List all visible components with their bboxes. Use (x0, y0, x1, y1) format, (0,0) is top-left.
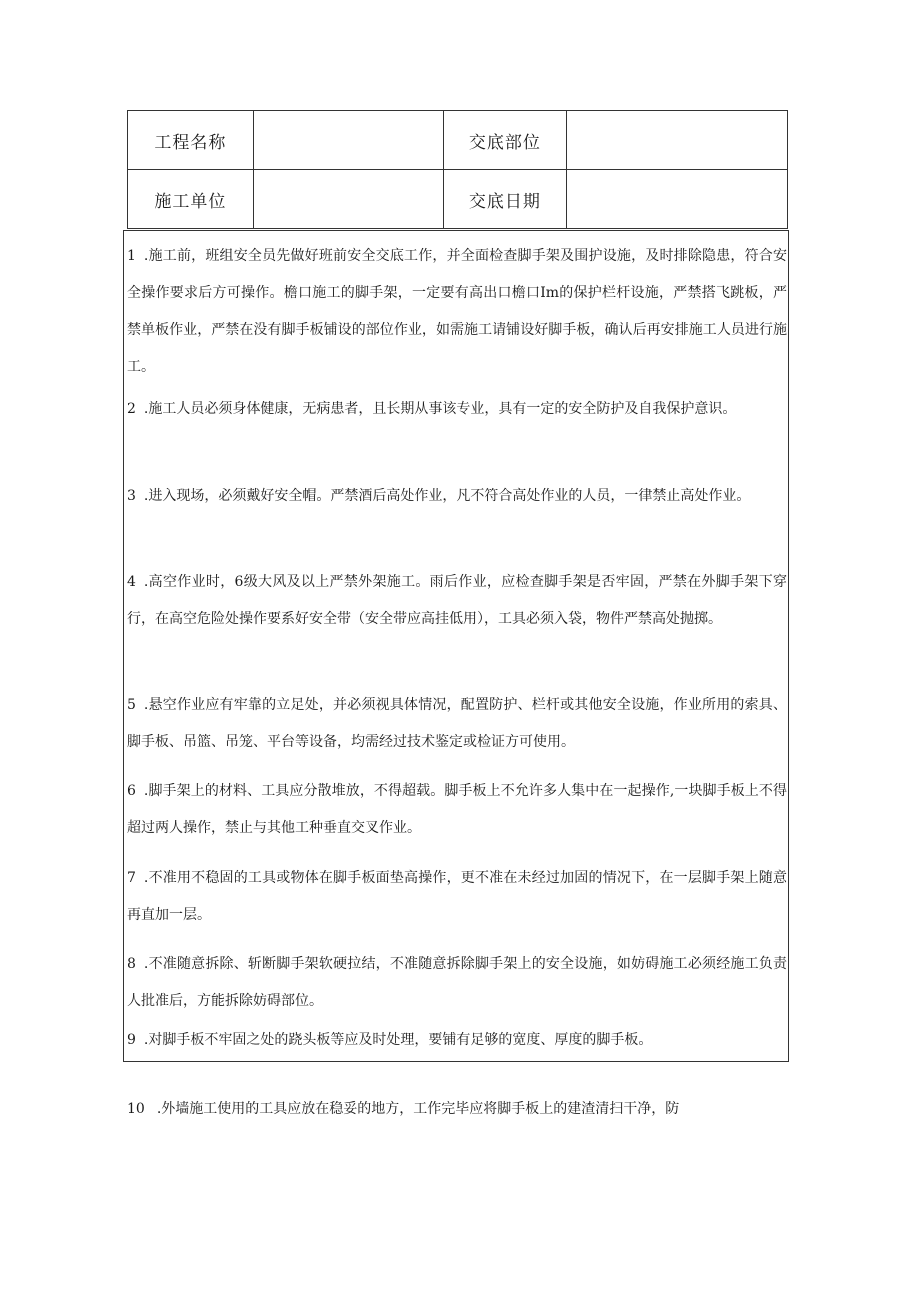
construction-unit-label: 施工单位 (128, 170, 254, 229)
item-text: .外墙施工使用的工具应放在稳妥的地方，工作完毕应将脚手板上的建渣清扫干净，防 (156, 1101, 680, 1117)
list-item (127, 1022, 787, 1059)
item-number: 8 (127, 956, 136, 972)
item-number: 9 (127, 1032, 136, 1048)
construction-unit-value (253, 170, 443, 229)
list-item (127, 564, 787, 638)
header-table (127, 110, 788, 229)
list-item (127, 687, 787, 761)
item-text: .不准随意拆除、斩断脚手架软硬拉结，不准随意拆除脚手架上的安全设施，如妨碍施工必须经施工负责人批准后，方能拆除妨碍部位。 (127, 956, 787, 1009)
item-number: 10 (127, 1101, 145, 1117)
list-item (127, 773, 787, 847)
header-row (128, 111, 788, 170)
item-number: 2 (127, 401, 136, 417)
handover-location-value (567, 111, 788, 170)
item-number: 7 (127, 870, 136, 886)
item-text: .不准用不稳固的工具或物体在脚手板面垫高操作，更不准在未经过加固的情况下，在一层脚手架上随意再直加一层。 (127, 870, 787, 923)
trailing-item (127, 1091, 787, 1128)
item-number: 3 (127, 488, 136, 504)
project-name-label: 工程名称 (128, 111, 254, 170)
item-text: .对脚手板不牢固之处的跷头板等应及时处理，要铺有足够的宽度、厚度的脚手板。 (143, 1032, 653, 1048)
item-text: .进入现场，必须戴好安全帽。严禁酒后高处作业，凡不符合高处作业的人员，一律禁止高处作业。 (143, 488, 751, 504)
list-item (127, 946, 787, 1020)
item-text: .脚手架上的材料、工具应分散堆放，不得超载。脚手板上不允许多人集中在一起操作,一块脚手板上不得超过两人操作，禁止与其他工种垂直交叉作业。 (127, 783, 787, 836)
item-number: 4 (127, 574, 136, 590)
header-row (128, 170, 788, 229)
list-item (127, 478, 787, 515)
handover-date-label: 交底日期 (443, 170, 567, 229)
item-text: .悬空作业应有牢靠的立足处，并必须视具体情况，配置防护、栏杆或其他安全设施，作业所用的索具、脚手板、吊篮、吊笼、平台等设备，均需经过技术鉴定或检证方可使用。 (127, 697, 787, 750)
item-text: .高空作业时，6级大风及以上严禁外架施工。雨后作业，应检查脚手架是否牢固，严禁在外脚手架下穿行，在高空危险处操作要系好安全带（安全带应高挂低用），工具必须入袋，物件严禁高处抛掷。 (127, 574, 787, 627)
handover-date-value (567, 170, 788, 229)
project-name-value (253, 111, 443, 170)
item-number: 6 (127, 783, 136, 799)
item-number: 1 (127, 248, 136, 264)
list-item (127, 860, 787, 934)
item-text: .施工前，班组安全员先做好班前安全交底工作，并全面检查脚手架及围护设施，及时排除隐患，符合安全操作要求后方可操作。檐口施工的脚手架，一定要有高出口檐口Im的保护栏杆设施，严禁搭飞跳板，严禁单板作业，严禁在没有脚手板铺设的部位作业，如需施工请铺设好脚手板，确认后再安排施工人员进行施工。 (127, 248, 787, 375)
item-number: 5 (127, 697, 136, 713)
item-text: .施工人员必须身体健康，无病患者，且长期从事该专业，具有一定的安全防护及自我保护意识。 (143, 401, 737, 417)
handover-location-label: 交底部位 (443, 111, 567, 170)
list-item (127, 238, 787, 386)
list-item (127, 391, 787, 428)
